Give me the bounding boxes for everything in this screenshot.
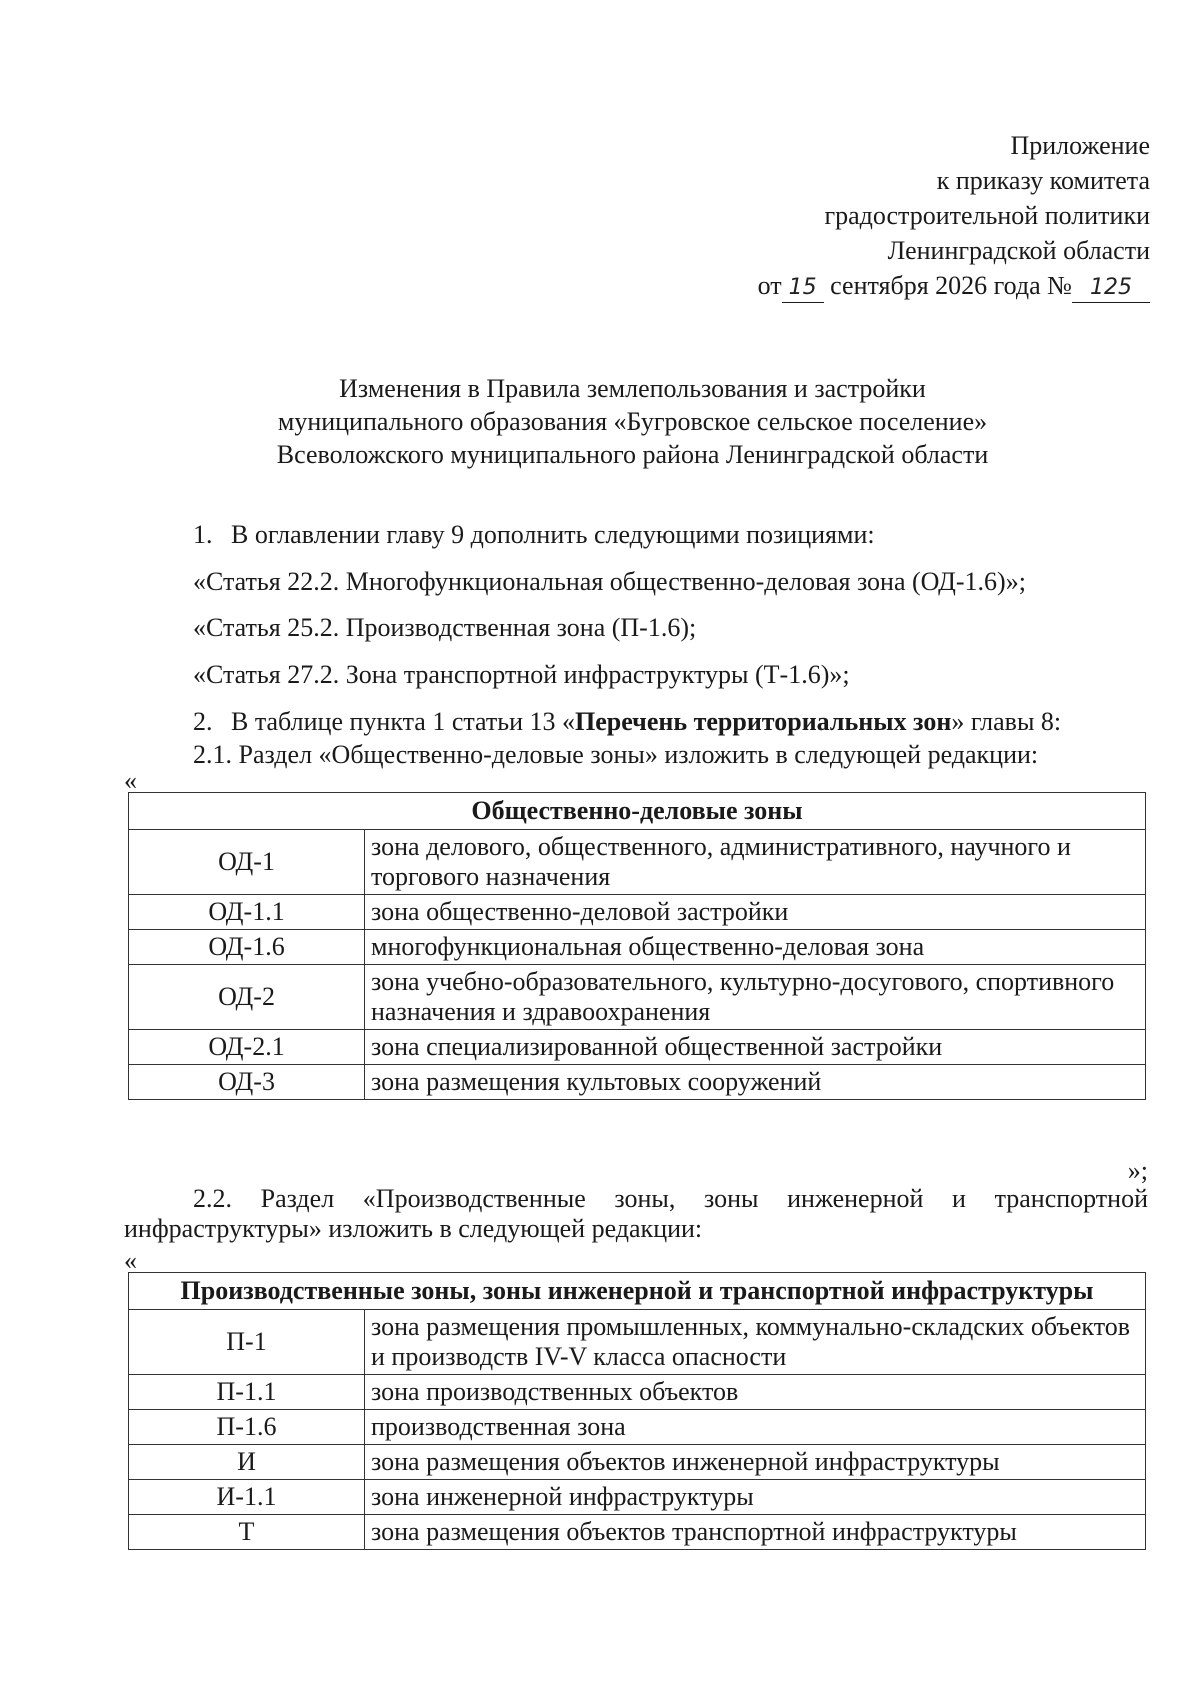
open-quote-1: « [124, 766, 137, 795]
table-header-row [129, 1273, 1146, 1310]
table-row [129, 1410, 1146, 1445]
item-1 [193, 520, 875, 550]
item-1-text: В оглавлении главу 9 дополнить следующими позициями: [231, 520, 875, 549]
table-header: Общественно-деловые зоны [129, 793, 1146, 830]
table-row [129, 895, 1146, 930]
zone-description: зона учебно-образовательного, культурно-досугового, спортивного назначения и здравоохранения [365, 965, 1146, 1030]
table-row [129, 1310, 1146, 1375]
zone-description: зона общественно-деловой застройки [365, 895, 1146, 930]
item-2-text-post: » главы 8: [951, 707, 1062, 736]
order-reference: к приказу комитета [936, 166, 1150, 195]
public-business-zones-table [128, 792, 1146, 1100]
title-line-3: Всеволожского муниципального района Ленинградской области [276, 440, 989, 469]
item-1-number: 1. [193, 520, 213, 549]
date-prefix: от [757, 271, 782, 300]
table-row [129, 1515, 1146, 1550]
zone-code: И [129, 1445, 365, 1480]
item-2-text-pre: В таблице пункта 1 статьи 13 « [231, 707, 576, 736]
date-day: 15 [782, 274, 824, 303]
zone-code: Т [129, 1515, 365, 1550]
appendix-header [758, 128, 1150, 303]
item-2-2-line-2: инфраструктуры» изложить в следующей редакции: [124, 1214, 703, 1243]
zone-code: П-1.1 [129, 1375, 365, 1410]
zone-code: П-1.6 [129, 1410, 365, 1445]
zone-description: зона производственных объектов [365, 1375, 1146, 1410]
title-line-2: муниципального образования «Бугровское сельское поселение» [277, 407, 988, 436]
table-row [129, 1065, 1146, 1100]
open-quote-2: « [124, 1246, 137, 1275]
table-row [129, 830, 1146, 895]
zone-code: ОД-1.1 [129, 895, 365, 930]
item-1-entry-c: «Статья 27.2. Зона транспортной инфраструктуры (Т-1.6)»; [193, 660, 850, 689]
zone-code: П-1 [129, 1310, 365, 1375]
region-name: Ленинградской области [887, 236, 1150, 265]
table-header: Производственные зоны, зоны инженерной и транспортной инфраструктуры [129, 1273, 1146, 1310]
table-row [129, 1030, 1146, 1065]
item-2-number: 2. [193, 707, 213, 736]
item-2-1: 2.1. Раздел «Общественно-деловые зоны» изложить в следующей редакции: [193, 740, 1039, 769]
industrial-infrastructure-zones-table [128, 1272, 1146, 1550]
zone-code: ОД-1 [129, 830, 365, 895]
item-1-entry-a: «Статья 22.2. Многофункциональная общественно-деловая зона (ОД-1.6)»; [193, 567, 1026, 596]
title-line-1: Изменения в Правила землепользования и застройки [339, 374, 926, 403]
zone-code: ОД-3 [129, 1065, 365, 1100]
close-quote-1: »; [1127, 1156, 1148, 1185]
zone-description: зона размещения культовых сооружений [365, 1065, 1146, 1100]
zone-code: ОД-2 [129, 965, 365, 1030]
zone-code: И-1.1 [129, 1480, 365, 1515]
document-title [120, 372, 1145, 471]
table-row [129, 1445, 1146, 1480]
item-2-2-line-1: 2.2. Раздел «Производственные зоны, зоны инженерной и транспортной [193, 1184, 1148, 1213]
zone-description: зона размещения объектов транспортной инфраструктуры [365, 1515, 1146, 1550]
zone-description: производственная зона [365, 1410, 1146, 1445]
zone-description: многофункциональная общественно-деловая зона [365, 930, 1146, 965]
table-row [129, 930, 1146, 965]
date-middle: сентября 2026 года № [830, 271, 1072, 300]
table-header-row [129, 793, 1146, 830]
zone-code: ОД-2.1 [129, 1030, 365, 1065]
table-row [129, 965, 1146, 1030]
zone-description: зона размещения промышленных, коммунально-складских объектов и производств IV-V класса опасности [365, 1310, 1146, 1375]
zone-description: зона инженерной инфраструктуры [365, 1480, 1146, 1515]
order-number: 125 [1072, 274, 1150, 303]
zone-description: зона размещения объектов инженерной инфраструктуры [365, 1445, 1146, 1480]
order-date-line [758, 268, 1150, 303]
item-2 [193, 707, 1061, 737]
table-row [129, 1480, 1146, 1515]
zone-code: ОД-1.6 [129, 930, 365, 965]
item-2-bold-title: Перечень территориальных зон [575, 707, 952, 736]
item-1-entry-b: «Статья 25.2. Производственная зона (П-1.6); [193, 613, 697, 642]
zone-description: зона делового, общественного, административного, научного и торгового назначения [365, 830, 1146, 895]
table-row [129, 1375, 1146, 1410]
committee-name: градостроительной политики [824, 201, 1150, 230]
zone-description: зона специализированной общественной застройки [365, 1030, 1146, 1065]
appendix-label: Приложение [1010, 131, 1150, 160]
